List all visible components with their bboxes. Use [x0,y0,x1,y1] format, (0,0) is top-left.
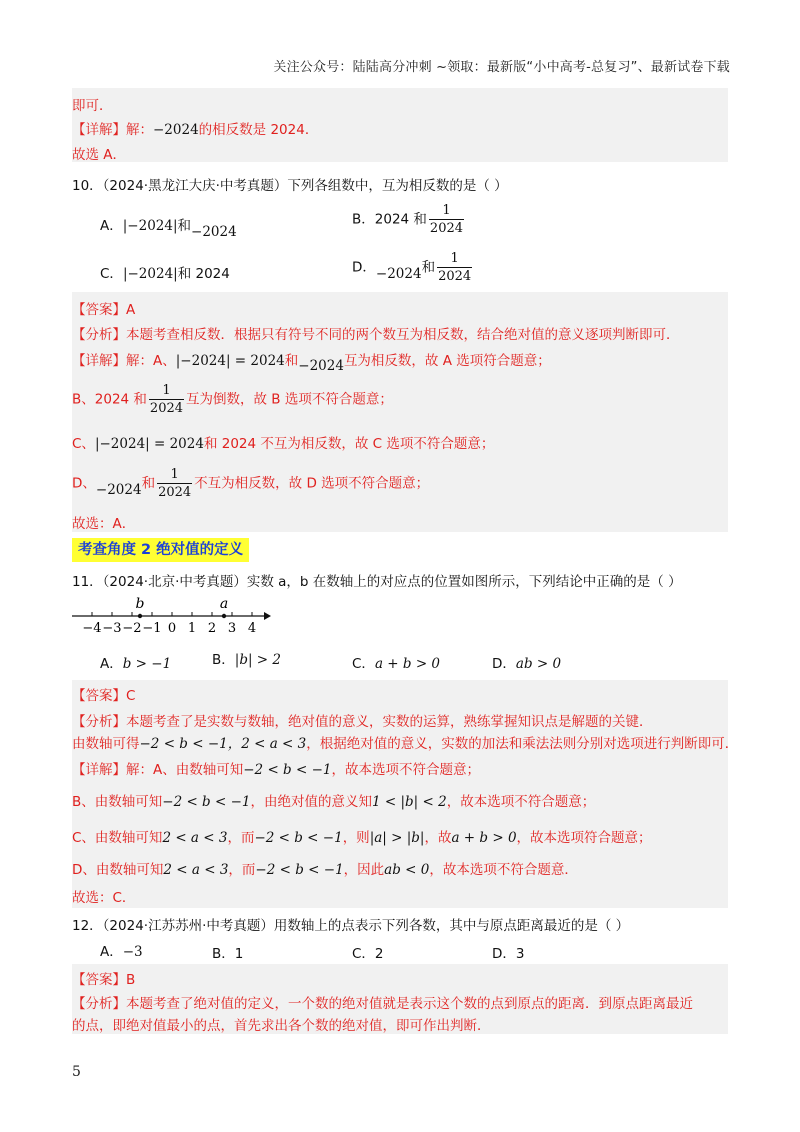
math-expr: |−2024| [122,266,178,282]
tick-label: 1 [187,621,197,636]
option-c: C．a + b > 0 [352,656,441,672]
tick-label: 0 [167,621,177,636]
number-line [72,594,272,638]
detail-line: C、|−2024| = 2024和 2024 不互为相反数，故 C 选项不符合题意； [72,436,495,452]
detail-line: D、−2024和 $\frac{1}{2024}$ 不互为相反数，故 D 选项不符合题意； [72,467,430,500]
answer-line: 【答案】B [72,972,136,988]
page-number: 5 [72,1064,81,1080]
arrow-icon [264,612,271,620]
point-label: a [219,596,229,612]
solution-line: 故选 A． [72,147,127,163]
analysis-line: 【分析】本题考查了绝对值的定义，一个数的绝对值就是表示这个数的点到原点的距离．到原点距离最近 [72,996,693,1012]
option-b: B．2024 和 $\frac{1}{2024}$ [352,203,464,236]
detail-line: 【详解】解：A、由数轴可知−2 < b < −1，故本选项不符合题意； [72,762,480,778]
tick-label: 4 [247,621,257,636]
option-a: A．|−2024|和−2024 [100,218,237,240]
math-expr: |−2024| [122,218,178,234]
final-answer: 故选：C． [72,890,136,906]
tick-label: −4 [82,621,102,636]
math-expr: −2024 [375,265,422,282]
fraction: $\frac{1}{2024}$ [429,203,464,236]
math-expr: −2024 [153,122,199,138]
solution-block-q11 [72,680,739,908]
tick-label: −2 [122,621,142,636]
option-a: A．−3 [100,944,143,960]
point-marker [138,614,142,618]
tick-label: 2 [207,621,217,636]
option-c: C．|−2024|和 2024 [100,266,230,282]
answer-line: 【答案】C [72,688,136,704]
solution-block-q12 [72,964,728,1034]
solution-line [72,118,318,138]
option-d: D．ab > 0 [492,656,562,672]
analysis-line: 【分析】本题考查相反数．根据只有符号不同的两个数互为相反数，结合绝对值的意义逐项判断即可． [72,327,680,343]
detail-line: B、由数轴可知−2 < b < −1，由绝对值的意义知1 < |b| < 2，故本选项不符合题意； [72,794,596,810]
option-a: A．b > −1 [100,656,172,672]
math-expr: −2024 [191,224,237,240]
section-heading: 考查角度 2 绝对值的定义 [72,538,249,562]
point-label: b [135,596,145,612]
tick-label: 3 [227,621,237,636]
option-d: D．−2024和 $\frac{1}{2024}$ [352,251,472,284]
analysis-line: 的点，即绝对值最小的点，首先求出各个数的绝对值，即可作出判断． [72,1018,491,1034]
question-10-stem: 10．（2024·黑龙江大庆·中考真题）下列各组数中，互为相反数的是（ ） [72,178,508,194]
detail-label: 【详解】解： [72,122,153,138]
fraction: $\frac{1}{2024}$ [438,251,472,284]
question-12-stem: 12．（2024·江苏苏州·中考真题）用数轴上的点表示下列各数，其中与原点距离最近的是（ ） [72,918,630,934]
tick-label: −1 [142,621,162,636]
question-11-stem: 11．（2024·北京·中考真题）实数 a，b 在数轴上的对应点的位置如图所示，下列结论中正确的是（ ） [72,574,682,590]
detail-line: C、由数轴可知2 < a < 3，而−2 < b < −1，则|a| > |b|，故a + b > 0，故本选项符合题意； [72,830,652,846]
option-b: B．|b| > 2 [212,652,281,668]
solution-block-top [72,88,728,162]
fraction: $\frac{1}{2024}$ [158,467,192,500]
detail-text: 的相反数是 2024． [198,122,319,138]
detail-line: 【详解】解：A、|−2024| = 2024和−2024互为相反数，故 A 选项符合题意； [72,353,551,374]
analysis-line: 【分析】本题考查了是实数与数轴，绝对值的意义，实数的运算，熟练掌握知识点是解题的关键． [72,714,653,730]
final-answer: 故选：A． [72,516,136,532]
answer-line: 【答案】A [72,302,136,318]
option-c: C．2 [352,946,384,962]
solution-line: 即可． [72,98,113,114]
detail-line: B、2024 和 $\frac{1}{2024}$ 互为倒数，故 B 选项不符合题意； [72,383,393,416]
fraction: $\frac{1}{2024}$ [149,383,184,416]
detail-line: D、由数轴可知2 < a < 3，而−2 < b < −1，因此ab < 0，故本选项不符合题意． [72,862,578,878]
point-marker [222,614,226,618]
page-header: 关注公众号：陆陆高分冲刺 ~领取：最新版“小中高考-总复习”、最新试卷下载 [273,60,730,75]
analysis-line: 由数轴可得−2 < b < −1，2 < a < 3，根据绝对值的意义，实数的加法和乘法法则分别对选项进行判断即可． [72,736,739,752]
tick-label: −3 [102,621,122,636]
option-b: B．1 [212,946,244,962]
option-d: D．3 [492,946,525,962]
solution-block-q10 [72,292,728,532]
